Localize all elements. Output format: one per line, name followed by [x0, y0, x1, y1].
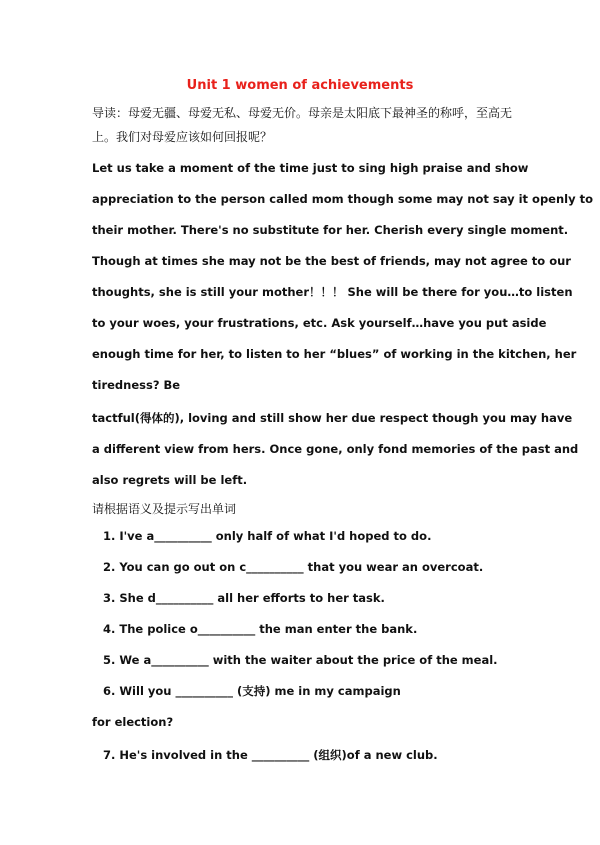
- exercise-instruction: 请根据语义及提示写出单词: [92, 502, 237, 516]
- exercise-item-5: 5. We a__________ with the waiter about the price of the meal.: [103, 653, 498, 667]
- exercise-item-3: 3. She d__________ all her efforts to her task.: [103, 591, 385, 605]
- exercise-item-1: 1. I've a__________ only half of what I'd hoped to do.: [103, 529, 432, 543]
- exercise-item-7: 7. He's involved in the __________ (组织)of a new club.: [103, 748, 438, 762]
- exercise-item-2: 2. You can go out on c__________ that you wear an overcoat.: [103, 560, 484, 574]
- exercise-item-6-continued: for election?: [92, 715, 174, 729]
- exercise-item-4: 4. The police o__________ the man enter the bank.: [103, 622, 418, 636]
- page-title: Unit 1 women of achievements: [186, 78, 414, 93]
- passage-line: tiredness? Be: [92, 378, 181, 392]
- exercise-item-6: 6. Will you __________ (支持) me in my campaign: [103, 684, 401, 698]
- intro-line-1: 导读：母爱无疆、母爱无私、母爱无价。母亲是太阳底下最神圣的称呼，至高无: [92, 106, 513, 120]
- passage-line: Though at times she may not be the best of friends, may not agree to our: [92, 254, 571, 268]
- passage-line: tactful(得体的), loving and still show her due respect though you may have: [92, 411, 573, 425]
- intro-line-2: 上。我们对母爱应该如何回报呢？: [92, 130, 273, 144]
- passage-line: a different view from hers. Once gone, only fond memories of the past and: [92, 442, 579, 456]
- passage-line: their mother. There's no substitute for her. Cherish every single moment.: [92, 223, 569, 237]
- passage-line: appreciation to the person called mom though some may not say it openly to: [92, 192, 593, 206]
- passage-line: to your woes, your frustrations, etc. Ask yourself…have you put aside: [92, 316, 547, 330]
- passage-line: thoughts, she is still your mother！！！ She will be there for you…to listen: [92, 285, 573, 299]
- passage-line: Let us take a moment of the time just to sing high praise and show: [92, 161, 529, 175]
- passage-line: also regrets will be left.: [92, 473, 248, 487]
- passage-line: enough time for her, to listen to her “blues” of working in the kitchen, her: [92, 347, 577, 361]
